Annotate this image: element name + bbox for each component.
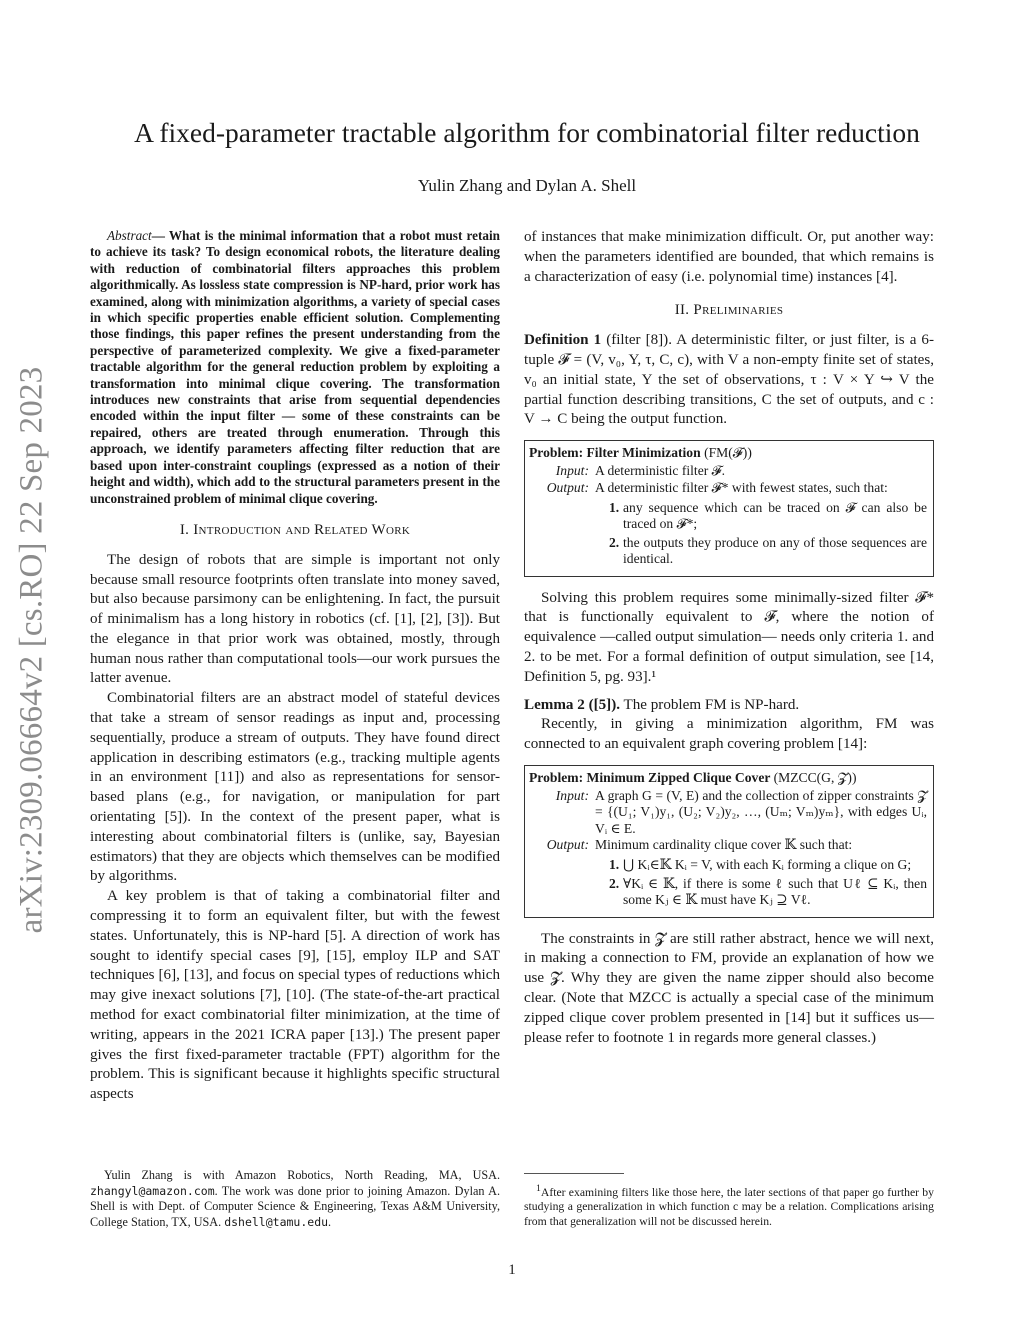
continued-paragraph: of instances that make minimization difficult. Or, put another way: when the parameters identified are bounded, that which remains is a characterization of easy (i.e. polynomial time) instances [4]. (524, 229, 934, 285)
constraints-paragraph: The constraints in 𝓩 are still rather abstract, hence we will next, in making a connection to FM, provide an explanation of how we use 𝓩. Why they are given the name zipper should also become clear. (Note that MZCC is actually a special case of the minimum zipped clique cover problem presented in [14] but it suffices us—please refer to footnote 1 in regards more general classes.) (524, 930, 934, 1046)
section-title: Preliminaries (693, 302, 784, 319)
lemma-label: Lemma 2 (524, 696, 585, 713)
arxiv-watermark (12, 360, 52, 940)
author-footnote: Yulin Zhang is with Amazon Robotics, North Reading, MA, USA. zhangyl@amazon.com. The work was done prior to joining Amazon. Dylan A. Shell is with Dept. of Computer Science & Engineering, Texas A&M University, College Station, TX, USA. dshell@tamu.edu. (90, 1168, 500, 1229)
condition-2: 2. ∀Kᵢ ∈ 𝕂, if there is some ℓ such that Uℓ ⊆ Kᵢ, then some Kⱼ ∈ 𝕂 must have Kⱼ ⊇ Vℓ. (609, 876, 927, 908)
section-number: II. (674, 302, 690, 319)
page-number: 1 (508, 1262, 516, 1278)
intro-paragraph-3: A key problem is that of taking a combinatorial filter and compressing it to form an equivalent filter, but with the fewest states. Unfortunately, this is NP-hard [5]. A direction of work has sought to identify special cases [9], [15], employ ILP and SAT techniques [6], [13], and focus on special types of reductions which may give inexact solutions [7], [10]. (The state-of-the-art practical method for exact combinatorial filter minimization, at the time of writing, appears in the 2021 ICRA paper [13].) The present paper gives the first fixed-parameter tractable (FPT) algorithm for the problem. This is significant because it highlights specific structural aspects (90, 888, 500, 1103)
problem-title: Problem: Filter Minimization (FM(𝓕)) (529, 445, 752, 461)
email-link[interactable]: zhangyl@amazon.com (90, 1183, 215, 1198)
input-key: Input: (555, 463, 589, 479)
section-number: I. (179, 521, 190, 538)
footnote-mark: 1 (536, 1183, 541, 1194)
footnote-text: After examining filters like those here, the later sections of that paper go further by studying a generalization in which function c may be a relation. Complications arising from that generalization will not be discussed herein. (524, 1185, 934, 1228)
section-title: Introduction and Related Work (193, 521, 411, 538)
output-key: Output: (546, 836, 589, 852)
footnote-rule (524, 1173, 624, 1174)
right-column (524, 228, 934, 1048)
abstract: Abstract— What is the minimal information that a robot must retain to achieve its task? To design economical robots, the literature dealing with reduction of combinatorial filters approaches this problem algorithmically. As lossless state compression is NP-hard, prior work has examined, along with minimization algorithms, a variety of special cases in which specific properties enable efficient solution. Complementing those findings, this paper refines the present understanding from the perspective of parameterized complexity. We give a fixed-parameter tractable algorithm for the general reduction problem by exploiting a transformation into minimal clique covering. The transformation introduces new constraints that arise from sequential dependencies encoded within the input filter — some of these constraints can be repaired, others are treated through enumeration. Through this approach, we identify parameters affecting filter reduction that are based upon inter-constraint couplings (expressed as a notion of their height and width), which add to the structural parameters present in the unconstrained problem of minimal clique covering. (90, 228, 500, 506)
definition-label: Definition 1 (524, 332, 602, 349)
input-value: A deterministic filter 𝓕. (595, 463, 726, 479)
section-heading-1 (90, 521, 500, 541)
paper-authors: Yulin Zhang and Dylan A. Shell (417, 176, 637, 195)
output-value: Minimum cardinality clique cover 𝕂 such that: (595, 836, 853, 852)
problem-title: Problem: Minimum Zipped Clique Cover (MZCC(G, 𝓩)) (529, 769, 857, 785)
abstract-text: What is the minimal information that a robot must retain to achieve its task? To design economical robots, the literature dealing with reduction of combinatorial filters approaches this problem algorithmically. As lossless state compression is NP-hard, prior work has examined, along with minimization algorithms, a variety of special cases in which specific properties enable efficient solution. Complementing those findings, this paper refines the present understanding from the perspective of parameterized complexity. We give a fixed-parameter tractable algorithm for the general reduction problem by exploiting a transformation into minimal clique covering. The transformation introduces new constraints that arise from sequential dependencies encoded within the input filter — some of these constraints can be repaired, others are treated through enumeration. Through this approach, we identify parameters affecting filter reduction that are based upon inter-constraint couplings (expressed as a notion of their height and width), which add to the structural parameters present in the unconstrained problem of minimal clique covering. (90, 228, 500, 506)
intro-paragraph-2: Combinatorial filters are an abstract model of stateful devices that take a stream of sensor readings as input and, processing sequentially, produce a stream of outputs. They have found direct application in describing estimators (e.g., tracking multiple agents in an environment [11]) and also as representations for sensor-based plans (e.g., for navigation, or manipulation for part orientating [5]). In the context of the present paper, what is interesting about combinatorial filters is (unlike, say, Bayesian estimators) that they are objects which themselves can be modified by algorithms. (90, 690, 500, 885)
input-key: Input: (555, 788, 589, 804)
footnote-1 (524, 1182, 934, 1229)
lemma-2 (524, 696, 934, 716)
left-column (90, 228, 500, 1105)
arxiv-id: arXiv:2309.06664v2 [cs.RO] 22 Sep 2023 (13, 366, 50, 934)
section-heading-2 (524, 301, 934, 321)
intro-paragraph-1: The design of robots that are simple is important not only because small resource footprints often translate into money saved, but also because parsimony can be enlightening. In fact, the pursuit of minimalism has a long history in robotics (cf. [1], [2], [3]). But the elegance in that prior work was obtained, mostly, through human nous rather than computational tools—our work pursues the latter avenue. (90, 551, 500, 687)
solving-paragraph: Solving this problem requires some minimally-sized filter 𝓕* that is functionally equivalent to 𝓕, where the notion of equivalence —called output simulation— needs only criteria 1. and 2. to be met. For a formal definition of output simulation, see [14, Definition 5, pg. 93].¹ (524, 589, 934, 685)
recently-paragraph: Recently, in giving a minimization algorithm, FM was connected to an equivalent graph covering problem [14]: (524, 716, 934, 753)
abstract-label: Abstract (107, 228, 152, 243)
definition-1 (524, 331, 934, 430)
paper-title: A fixed-parameter tractable algorithm for combinatorial filter reduction (134, 117, 920, 148)
email-link[interactable]: dshell@tamu.edu (224, 1214, 329, 1229)
definition-text: A deterministic filter, or just filter, is a 6-tuple 𝓕 = (V, v₀, Y, τ, C, c), with V a non-empty finite set of states, v₀ an initial state, Y the set of observations, τ : V × Y ↪ V the partial function describing transitions, C the set of outputs, and c : V → C being the output function. (524, 332, 934, 428)
condition-1: 1. ⋃ Kᵢ∈𝕂 Kᵢ = V, with each Kᵢ forming a clique on G; (609, 856, 912, 872)
input-value: A graph G = (V, E) and the collection of zipper constraints 𝓩 = {(U₁; V₁)y₁, (U₂; V₂)y₂, …, (Uₘ; Vₘ)yₘ}, with edges Uᵢ, Vᵢ ∈ E. (595, 788, 927, 836)
lemma-text: The problem FM is NP-hard. (623, 696, 800, 713)
definition-ref: (filter [8]). (606, 332, 672, 349)
condition-1: 1. any sequence which can be traced on 𝓕 can also be traced on 𝓕*; (609, 499, 927, 531)
output-value: A deterministic filter 𝓕* with fewest states, such that: (595, 479, 888, 495)
output-key: Output: (546, 479, 589, 495)
condition-2: 2. the outputs they produce on any of those sequences are identical. (609, 535, 927, 567)
lemma-ref: ([5]). (588, 696, 620, 713)
problem-box-mzcc (524, 765, 934, 918)
problem-box-fm (524, 440, 934, 576)
